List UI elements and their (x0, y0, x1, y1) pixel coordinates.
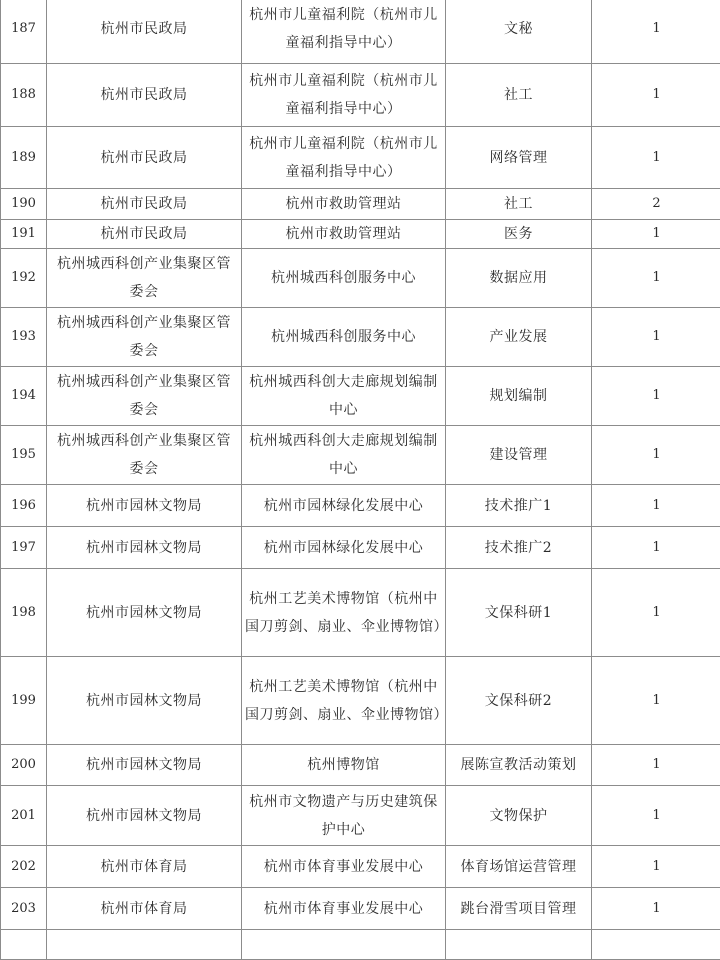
table-row (1, 220, 720, 249)
table-row (1, 249, 720, 308)
department: 杭州市民政局 (47, 64, 242, 127)
table-row (1, 888, 720, 930)
position: 网络管理 (446, 127, 592, 189)
position: 技术推广2 (446, 527, 592, 569)
hiring-unit: 杭州城西科创服务中心 (242, 249, 446, 308)
headcount: 1 (592, 846, 720, 888)
table-row (1, 189, 720, 220)
headcount (592, 930, 720, 960)
position: 建设管理 (446, 426, 592, 485)
position: 规划编制 (446, 367, 592, 426)
row-number: 187 (1, 0, 47, 64)
hiring-unit: 杭州工艺美术博物馆（杭州中国刀剪剑、扇业、伞业博物馆） (242, 569, 446, 657)
row-number: 193 (1, 308, 47, 367)
hiring-unit: 杭州市救助管理站 (242, 220, 446, 249)
hiring-unit: 杭州城西科创大走廊规划编制中心 (242, 426, 446, 485)
table-row (1, 657, 720, 745)
table-row (1, 485, 720, 527)
hiring-unit: 杭州市园林绿化发展中心 (242, 527, 446, 569)
table-row (1, 786, 720, 846)
department: 杭州市民政局 (47, 220, 242, 249)
position (446, 930, 592, 960)
position: 社工 (446, 189, 592, 220)
headcount: 1 (592, 367, 720, 426)
headcount: 1 (592, 657, 720, 745)
row-number: 198 (1, 569, 47, 657)
row-number: 189 (1, 127, 47, 189)
position: 体育场馆运营管理 (446, 846, 592, 888)
position: 文保科研2 (446, 657, 592, 745)
table-row (1, 745, 720, 786)
department: 杭州城西科创产业集聚区管委会 (47, 308, 242, 367)
row-number: 188 (1, 64, 47, 127)
headcount: 1 (592, 249, 720, 308)
hiring-unit: 杭州市体育事业发展中心 (242, 888, 446, 930)
department: 杭州城西科创产业集聚区管委会 (47, 249, 242, 308)
position: 社工 (446, 64, 592, 127)
table-row (1, 527, 720, 569)
position: 展陈宣教活动策划 (446, 745, 592, 786)
hiring-unit: 杭州市体育事业发展中心 (242, 846, 446, 888)
table-row (1, 846, 720, 888)
department: 杭州城西科创产业集聚区管委会 (47, 367, 242, 426)
table-row (1, 127, 720, 189)
row-number: 195 (1, 426, 47, 485)
row-number: 192 (1, 249, 47, 308)
hiring-unit: 杭州城西科创服务中心 (242, 308, 446, 367)
hiring-unit: 杭州市救助管理站 (242, 189, 446, 220)
position: 医务 (446, 220, 592, 249)
table-row (1, 308, 720, 367)
hiring-unit: 杭州市园林绿化发展中心 (242, 485, 446, 527)
department: 杭州市民政局 (47, 0, 242, 64)
headcount: 1 (592, 888, 720, 930)
department: 杭州市园林文物局 (47, 527, 242, 569)
table-row (1, 367, 720, 426)
hiring-unit (242, 930, 446, 960)
headcount: 1 (592, 0, 720, 64)
table-row (1, 569, 720, 657)
hiring-unit: 杭州城西科创大走廊规划编制中心 (242, 367, 446, 426)
row-number: 194 (1, 367, 47, 426)
hiring-unit: 杭州博物馆 (242, 745, 446, 786)
headcount: 1 (592, 569, 720, 657)
position: 技术推广1 (446, 485, 592, 527)
department: 杭州市园林文物局 (47, 657, 242, 745)
row-number: 196 (1, 485, 47, 527)
department: 杭州城西科创产业集聚区管委会 (47, 426, 242, 485)
headcount: 1 (592, 308, 720, 367)
department: 杭州市民政局 (47, 189, 242, 220)
department: 杭州市园林文物局 (47, 485, 242, 527)
table-row (1, 426, 720, 485)
row-number: 201 (1, 786, 47, 846)
position: 数据应用 (446, 249, 592, 308)
department: 杭州市体育局 (47, 846, 242, 888)
headcount: 1 (592, 426, 720, 485)
hiring-unit: 杭州工艺美术博物馆（杭州中国刀剪剑、扇业、伞业博物馆） (242, 657, 446, 745)
hiring-unit: 杭州市文物遗产与历史建筑保护中心 (242, 786, 446, 846)
department: 杭州市民政局 (47, 127, 242, 189)
position: 文物保护 (446, 786, 592, 846)
headcount: 1 (592, 786, 720, 846)
hiring-unit: 杭州市儿童福利院（杭州市儿童福利指导中心） (242, 0, 446, 64)
department: 杭州市体育局 (47, 888, 242, 930)
table-row (1, 64, 720, 127)
headcount: 1 (592, 745, 720, 786)
department: 杭州市园林文物局 (47, 786, 242, 846)
headcount: 1 (592, 527, 720, 569)
row-number: 199 (1, 657, 47, 745)
row-number: 200 (1, 745, 47, 786)
headcount: 2 (592, 189, 720, 220)
table-row (1, 930, 720, 960)
position: 文秘 (446, 0, 592, 64)
table-row (1, 0, 720, 64)
department: 杭州市园林文物局 (47, 745, 242, 786)
headcount: 1 (592, 485, 720, 527)
headcount: 1 (592, 127, 720, 189)
headcount: 1 (592, 220, 720, 249)
row-number: 191 (1, 220, 47, 249)
position: 产业发展 (446, 308, 592, 367)
headcount: 1 (592, 64, 720, 127)
row-number: 202 (1, 846, 47, 888)
department (47, 930, 242, 960)
department: 杭州市园林文物局 (47, 569, 242, 657)
row-number (1, 930, 47, 960)
row-number: 190 (1, 189, 47, 220)
row-number: 203 (1, 888, 47, 930)
position: 文保科研1 (446, 569, 592, 657)
row-number: 197 (1, 527, 47, 569)
hiring-unit: 杭州市儿童福利院（杭州市儿童福利指导中心） (242, 64, 446, 127)
hiring-unit: 杭州市儿童福利院（杭州市儿童福利指导中心） (242, 127, 446, 189)
position: 跳台滑雪项目管理 (446, 888, 592, 930)
